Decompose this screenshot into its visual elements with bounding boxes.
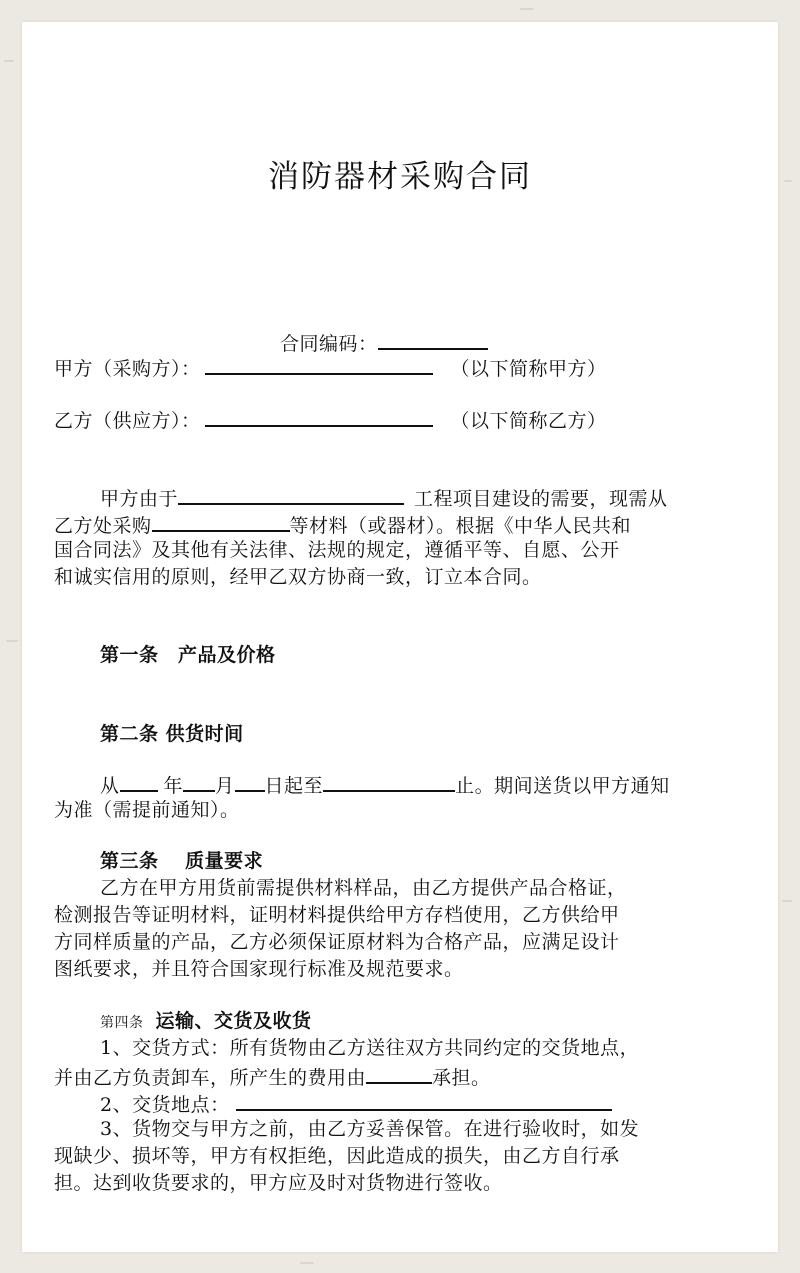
party-b-label: 乙方（供应方）： — [54, 410, 201, 432]
article-4-heading: 运输、交货及收货 — [155, 1010, 312, 1032]
article-3-line-3: 方同样质量的产品，乙方必须保证原材料为合格产品，应满足设计 — [54, 931, 620, 953]
party-a-label: 甲方（采购方）： — [54, 358, 201, 380]
contract-page — [22, 22, 778, 1252]
article-4-p3-line-2: 现缺少、损坏等，甲方有权拒绝，因此造成的损失，由乙方自行承 — [54, 1145, 620, 1167]
art2-text: 从 — [100, 775, 120, 797]
day-blank — [235, 770, 265, 792]
article-4-p1-line-1: 1、交货方式：所有货物由乙方送往双方共同约定的交货地点， — [100, 1037, 640, 1059]
party-b-line — [54, 405, 607, 434]
bg-speck — [782, 900, 792, 902]
article-1-heading: 第一条 产品及价格 — [100, 644, 276, 666]
year-blank — [120, 770, 158, 792]
art2-text: 年 — [163, 775, 184, 797]
party-b-note: （以下简称乙方） — [450, 410, 607, 432]
intro-line-2 — [54, 510, 631, 539]
cost-bearer-blank — [366, 1062, 432, 1084]
intro-text: 工程项目建设的需要，现需从 — [414, 488, 668, 510]
article-3-line-2: 检测报告等证明材料，证明材料提供给甲方存档使用，乙方供给甲 — [54, 904, 620, 926]
intro-line-3: 国合同法》及其他有关法律、法规的规定，遵循平等、自愿、公开 — [54, 539, 620, 561]
article-4-p3-line-1: 3、货物交与甲方之前，由乙方妥善保管。在进行验收时，如发 — [100, 1118, 640, 1140]
material-blank — [152, 510, 290, 532]
article-4-p3-line-3: 担。达到收货要求的，甲方应及时对货物进行签收。 — [54, 1172, 503, 1194]
intro-text: 甲方由于 — [100, 488, 179, 510]
contract-number-label: 合同编码： — [280, 333, 378, 355]
party-a-note: （以下简称甲方） — [450, 358, 607, 380]
delivery-location-blank — [236, 1089, 612, 1111]
art2-text: 日起至 — [264, 775, 324, 797]
art4-text: 并由乙方负责卸车，所产生的费用由 — [54, 1067, 367, 1089]
article-4-number: 第四条 — [100, 1015, 144, 1031]
intro-line-4: 和诚实信用的原则，经甲乙双方协商一致，订立本合同。 — [54, 566, 542, 588]
intro-text: 等材料（或器材）。根据《中华人民共和 — [289, 515, 632, 537]
bg-speck — [784, 180, 792, 182]
article-3-heading: 第三条 质量要求 — [100, 850, 264, 872]
art4-text: 承担。 — [432, 1067, 491, 1089]
article-3-line-4: 图纸要求，并且符合国家现行标准及规范要求。 — [54, 958, 464, 980]
bg-speck — [6, 640, 18, 642]
art2-text: 止。期间送货以甲方通知 — [455, 775, 670, 797]
article-4-heading-line — [100, 1008, 312, 1036]
page-title: 消防器材采购合同 — [268, 159, 532, 195]
bg-speck — [4, 60, 14, 62]
art4-text: 2、交货地点： — [100, 1094, 230, 1116]
end-date-blank — [323, 770, 455, 792]
project-blank — [178, 483, 404, 505]
contract-number-blank — [378, 328, 488, 350]
bg-speck — [520, 8, 534, 10]
article-4-p1-line-2 — [54, 1062, 491, 1091]
month-blank — [183, 770, 215, 792]
intro-line-1 — [100, 483, 668, 512]
article-2-line-1 — [100, 770, 670, 799]
article-3-line-1: 乙方在甲方用货前需提供材料样品，由乙方提供产品合格证， — [100, 877, 627, 899]
article-2-line-2: 为准（需提前通知）。 — [54, 799, 240, 821]
party-b-blank — [205, 405, 433, 427]
article-4-p2-line — [100, 1089, 612, 1118]
article-2-heading: 第二条 供货时间 — [100, 723, 244, 745]
bg-speck — [300, 1262, 314, 1264]
party-a-line — [54, 353, 607, 382]
intro-text: 乙方处采购 — [54, 515, 152, 537]
party-a-blank — [205, 353, 433, 375]
art2-text: 月 — [215, 775, 235, 797]
